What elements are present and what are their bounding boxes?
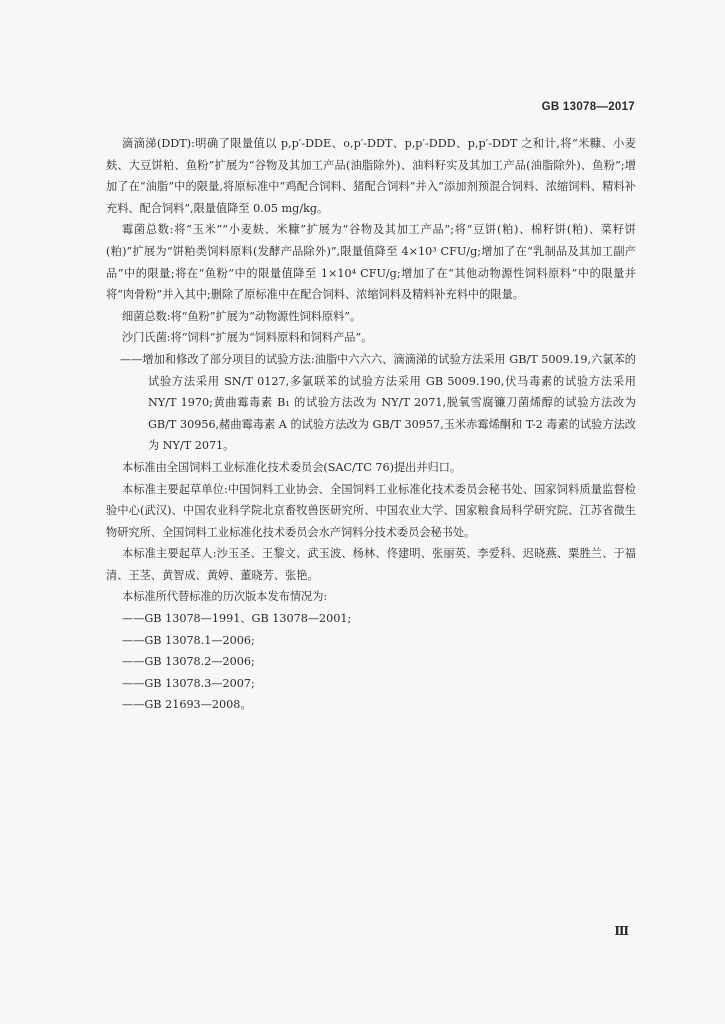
document-body (106, 133, 636, 716)
paragraph-test-methods: ——增加和修改了部分项目的试验方法:油脂中六六六、滴滴涕的试验方法采用 GB/T 5009.19,六氯苯的试验方法采用 SN/T 0127,多氯联苯的试验方法采用 GB 5009.190,伏马毒素的试验方法采用 NY/T 1970;黄曲霉毒素 B₁ 的试验方法改为 NY/T 2071,脱氧雪腐镰刀菌烯醇的试验方法改为 GB/T 30956,赭曲霉毒素 A 的试验方法改为 GB/T 30957,玉米赤霉烯酮和 T-2 毒素的试验方法改为 NY/T 2071。 (120, 352, 636, 453)
paragraph-mold-count: 霉菌总数:将“玉米”“小麦麸、米糠”扩展为“谷物及其加工产品”;将“豆饼(粕)、棉籽饼(粕)、菜籽饼(粕)”扩展为“饼粕类饲料原料(发酵产品除外)”,限量值降至 4×10³ CFU/g;增加了在“乳制品及其加工副产品”中的限量;将在“鱼粉”中的限量值降至 1×10⁴ CFU/g;增加了在“其他动物源性饲料原料”中的限量并将“肉骨粉”并入其中;删除了原标准中在配合饲料、浓缩饲料及精料补充料中的限量。 (106, 223, 636, 302)
history-item: ——GB 13078.3—2007; (122, 676, 255, 690)
paragraph-salmonella: 沙门氏菌:将“饲料”扩展为“饲料原料和饲料产品”。 (122, 331, 373, 345)
standard-code-header: GB 13078—2017 (541, 101, 635, 113)
history-item: ——GB 13078.2—2006; (122, 655, 255, 669)
paragraph-history-intro: 本标准所代替标准的历次版本发布情况为: (122, 590, 328, 604)
paragraph-drafting-units: 本标准主要起草单位:中国饲料工业协会、全国饲料工业标准化技术委员会秘书处、国家饲料质量监督检验中心(武汉)、中国农业科学院北京畜牧兽医研究所、中国农业大学、国家粮食局科学研究院、江苏省微生物研究所、全国饲料工业标准化技术委员会水产饲料分技术委员会秘书处。 (106, 482, 636, 539)
paragraph-ddt: 滴滴涕(DDT):明确了限量值以 p,p′-DDE、o,p′-DDT、p,p′-DDD、p,p′-DDT 之和计,将“米糠、小麦麸、大豆饼粕、鱼粉”扩展为“谷物及其加工产品(油脂除外)、油料籽实及其加工产品(油脂除外)、鱼粉”;增加了在“油脂”中的限量,将原标准中“鸡配合饲料、猪配合饲料”并入“添加剂预混合饲料、浓缩饲料、精料补充料、配合饲料”,限量值降至 0.05 mg/kg。 (106, 137, 636, 215)
history-item: ——GB 13078.1—2006; (122, 633, 255, 647)
paragraph-bacteria-count: 细菌总数:将“鱼粉”扩展为“动物源性饲料原料”。 (122, 309, 362, 323)
page-number: Ⅲ (614, 924, 629, 938)
paragraph-proposer: 本标准由全国饲料工业标准化技术委员会(SAC/TC 76)提出并归口。 (122, 460, 462, 474)
history-item: ——GB 13078—1991、GB 13078—2001; (122, 612, 352, 626)
history-item: ——GB 21693—2008。 (122, 698, 252, 712)
paragraph-drafters: 本标准主要起草人:沙玉圣、王黎文、武玉波、杨林、佟建明、张丽英、李爱科、迟晓燕、粟胜兰、于福清、王茎、黄智成、黄婷、董晓芳、张艳。 (106, 547, 636, 582)
